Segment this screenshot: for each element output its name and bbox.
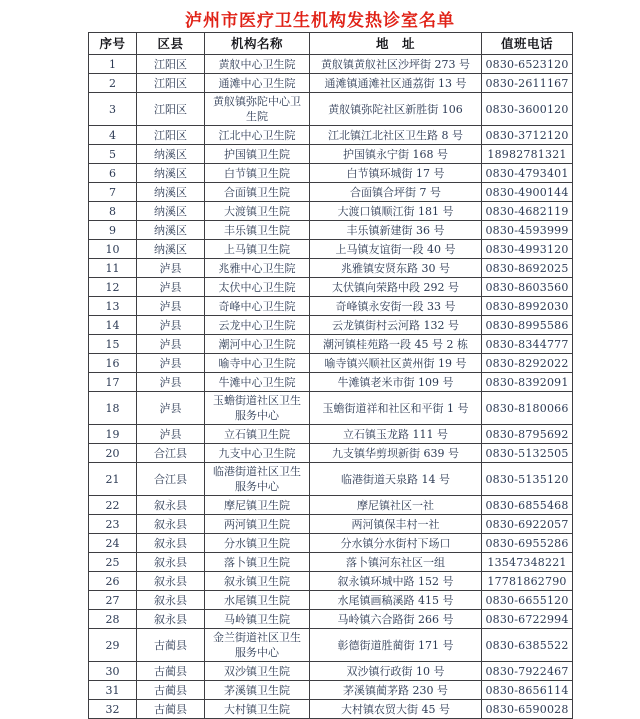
cell-name: 喻寺中心卫生院 [205,354,310,373]
table-row [89,373,573,392]
table-row [89,629,573,662]
cell-phone: 0830-8392091 [482,373,573,392]
cell-county: 泸县 [137,316,205,335]
cell-name: 丰乐镇卫生院 [205,221,310,240]
cell-phone: 0830-8692025 [482,259,573,278]
cell-phone: 0830-8656114 [482,681,573,700]
cell-phone: 0830-7922467 [482,662,573,681]
table-row [89,202,573,221]
cell-address: 牛滩镇老米市街 109 号 [310,373,482,392]
cell-seq: 2 [89,74,137,93]
cell-seq: 18 [89,392,137,425]
cell-phone: 0830-8292022 [482,354,573,373]
cell-phone: 17781862790 [482,572,573,591]
cell-phone: 0830-6523120 [482,55,573,74]
cell-address: 太伏镇向荣路中段 292 号 [310,278,482,297]
col-header-phone: 值班电话 [482,33,573,55]
cell-name: 云龙中心卫生院 [205,316,310,335]
cell-name: 两河镇卫生院 [205,515,310,534]
cell-name: 马岭镇卫生院 [205,610,310,629]
cell-seq: 17 [89,373,137,392]
cell-seq: 23 [89,515,137,534]
cell-phone: 0830-8795692 [482,425,573,444]
table-row [89,591,573,610]
cell-seq: 15 [89,335,137,354]
cell-address: 黄舣镇弥陀社区新胜街 106 [310,93,482,126]
cell-name: 落卜镇卫生院 [205,553,310,572]
table-row [89,335,573,354]
cell-county: 纳溪区 [137,183,205,202]
cell-address: 黄舣镇黄舣社区沙坪街 273 号 [310,55,482,74]
cell-seq: 7 [89,183,137,202]
cell-county: 江阳区 [137,126,205,145]
table-row [89,259,573,278]
cell-address: 护国镇永宁街 168 号 [310,145,482,164]
cell-address: 大渡口镇顺江街 181 号 [310,202,482,221]
table-row [89,183,573,202]
cell-address: 落卜镇河东社区一组 [310,553,482,572]
cell-county: 泸县 [137,373,205,392]
cell-seq: 3 [89,93,137,126]
cell-county: 纳溪区 [137,164,205,183]
cell-county: 泸县 [137,278,205,297]
col-header-county: 区县 [137,33,205,55]
cell-county: 叙永县 [137,496,205,515]
cell-name: 大渡镇卫生院 [205,202,310,221]
cell-address: 立石镇玉龙路 111 号 [310,425,482,444]
cell-phone: 0830-8603560 [482,278,573,297]
cell-seq: 4 [89,126,137,145]
cell-name: 奇峰中心卫生院 [205,297,310,316]
cell-county: 江阳区 [137,93,205,126]
cell-county: 古蔺县 [137,681,205,700]
col-header-address: 地 址 [310,33,482,55]
cell-name: 大村镇卫生院 [205,700,310,719]
cell-name: 玉蟾街道社区卫生服务中心 [205,392,310,425]
table-row [89,354,573,373]
cell-seq: 27 [89,591,137,610]
cell-address: 上马镇友谊街一段 40 号 [310,240,482,259]
cell-phone: 0830-8992030 [482,297,573,316]
table-row [89,496,573,515]
cell-name: 双沙镇卫生院 [205,662,310,681]
cell-phone: 18982781321 [482,145,573,164]
cell-county: 合江县 [137,463,205,496]
cell-phone: 0830-8180066 [482,392,573,425]
table-row [89,297,573,316]
cell-seq: 25 [89,553,137,572]
table-header-row [89,33,573,55]
cell-name: 摩尼镇卫生院 [205,496,310,515]
cell-seq: 26 [89,572,137,591]
col-header-seq: 序号 [89,33,137,55]
cell-county: 纳溪区 [137,221,205,240]
cell-county: 泸县 [137,259,205,278]
table-row [89,662,573,681]
table-row [89,515,573,534]
cell-county: 泸县 [137,425,205,444]
cell-name: 分水镇卫生院 [205,534,310,553]
table-row [89,681,573,700]
cell-seq: 11 [89,259,137,278]
cell-name: 立石镇卫生院 [205,425,310,444]
cell-phone: 0830-4993120 [482,240,573,259]
cell-name: 临港街道社区卫生服务中心 [205,463,310,496]
cell-address: 兆雅镇安贤东路 30 号 [310,259,482,278]
cell-county: 泸县 [137,392,205,425]
cell-address: 潮河镇桂苑路一段 45 号 2 栋 [310,335,482,354]
table-row [89,444,573,463]
cell-address: 奇峰镇永安街一段 33 号 [310,297,482,316]
cell-address: 水尾镇画稿溪路 415 号 [310,591,482,610]
cell-name: 金兰街道社区卫生服务中心 [205,629,310,662]
cell-county: 泸县 [137,354,205,373]
cell-phone: 0830-5132505 [482,444,573,463]
cell-seq: 12 [89,278,137,297]
cell-address: 摩尼镇社区一社 [310,496,482,515]
cell-county: 泸县 [137,335,205,354]
cell-seq: 16 [89,354,137,373]
cell-county: 合江县 [137,444,205,463]
cell-name: 上马镇卫生院 [205,240,310,259]
cell-address: 两河镇保丰村一社 [310,515,482,534]
cell-seq: 30 [89,662,137,681]
cell-seq: 6 [89,164,137,183]
table-row [89,164,573,183]
cell-seq: 9 [89,221,137,240]
cell-name: 兆雅中心卫生院 [205,259,310,278]
cell-address: 双沙镇行政街 10 号 [310,662,482,681]
cell-phone: 0830-2611167 [482,74,573,93]
table-row [89,425,573,444]
col-header-name: 机构名称 [205,33,310,55]
cell-name: 叙永镇卫生院 [205,572,310,591]
table-row [89,126,573,145]
cell-phone: 13547348221 [482,553,573,572]
cell-seq: 1 [89,55,137,74]
cell-county: 古蔺县 [137,662,205,681]
cell-name: 白节镇卫生院 [205,164,310,183]
cell-county: 泸县 [137,297,205,316]
cell-seq: 29 [89,629,137,662]
cell-phone: 0830-6955286 [482,534,573,553]
table-row [89,93,573,126]
page-title: 泸州市医疗卫生机构发热诊室名单 [185,11,455,31]
cell-seq: 13 [89,297,137,316]
cell-name: 九支中心卫生院 [205,444,310,463]
cell-phone: 0830-4793401 [482,164,573,183]
cell-phone: 0830-6385522 [482,629,573,662]
cell-phone: 0830-4593999 [482,221,573,240]
table-row [89,534,573,553]
cell-county: 叙永县 [137,591,205,610]
cell-phone: 0830-6655120 [482,591,573,610]
cell-name: 潮河中心卫生院 [205,335,310,354]
table-row [89,55,573,74]
cell-county: 纳溪区 [137,202,205,221]
table-row [89,316,573,335]
cell-address: 大村镇农贸大街 45 号 [310,700,482,719]
cell-address: 白节镇环城街 17 号 [310,164,482,183]
cell-address: 分水镇分水街村下场口 [310,534,482,553]
cell-address: 丰乐镇新建街 36 号 [310,221,482,240]
cell-address: 彰德街道胜蔺街 171 号 [310,629,482,662]
cell-phone: 0830-6855468 [482,496,573,515]
cell-county: 叙永县 [137,515,205,534]
table-row [89,392,573,425]
cell-phone: 0830-3712120 [482,126,573,145]
cell-address: 通滩镇通滩社区通荔街 13 号 [310,74,482,93]
cell-name: 黄舣中心卫生院 [205,55,310,74]
cell-county: 叙永县 [137,534,205,553]
table-row [89,145,573,164]
cell-seq: 24 [89,534,137,553]
table-row [89,221,573,240]
cell-county: 古蔺县 [137,700,205,719]
cell-county: 纳溪区 [137,240,205,259]
cell-seq: 22 [89,496,137,515]
cell-name: 合面镇卫生院 [205,183,310,202]
table-row [89,572,573,591]
cell-county: 纳溪区 [137,145,205,164]
cell-phone: 0830-8995586 [482,316,573,335]
table-row [89,553,573,572]
cell-address: 云龙镇街村云河路 132 号 [310,316,482,335]
cell-seq: 21 [89,463,137,496]
cell-seq: 5 [89,145,137,164]
cell-address: 喻寺镇兴顺社区黄州街 19 号 [310,354,482,373]
cell-address: 临港街道天泉路 14 号 [310,463,482,496]
table-row [89,240,573,259]
cell-county: 古蔺县 [137,629,205,662]
cell-phone: 0830-6590028 [482,700,573,719]
cell-phone: 0830-6722994 [482,610,573,629]
cell-seq: 14 [89,316,137,335]
cell-name: 黄舣镇弥陀中心卫生院 [205,93,310,126]
cell-seq: 31 [89,681,137,700]
cell-address: 叙永镇环城中路 152 号 [310,572,482,591]
table-row [89,74,573,93]
cell-seq: 28 [89,610,137,629]
cell-seq: 32 [89,700,137,719]
cell-name: 护国镇卫生院 [205,145,310,164]
table-row [89,278,573,297]
table-row [89,610,573,629]
cell-seq: 19 [89,425,137,444]
cell-phone: 0830-3600120 [482,93,573,126]
cell-address: 九支镇华剪坝新街 639 号 [310,444,482,463]
cell-county: 叙永县 [137,610,205,629]
cell-seq: 8 [89,202,137,221]
cell-name: 牛滩中心卫生院 [205,373,310,392]
cell-address: 合面镇合坪街 7 号 [310,183,482,202]
cell-name: 水尾镇卫生院 [205,591,310,610]
cell-phone: 0830-4682119 [482,202,573,221]
cell-county: 江阳区 [137,55,205,74]
cell-name: 太伏中心卫生院 [205,278,310,297]
cell-name: 江北中心卫生院 [205,126,310,145]
cell-county: 叙永县 [137,572,205,591]
cell-address: 玉蟾街道祥和社区和平街 1 号 [310,392,482,425]
cell-name: 通滩中心卫生院 [205,74,310,93]
cell-phone: 0830-8344777 [482,335,573,354]
cell-address: 茅溪镇蔺茅路 230 号 [310,681,482,700]
cell-seq: 20 [89,444,137,463]
cell-name: 茅溪镇卫生院 [205,681,310,700]
table-row [89,700,573,719]
cell-phone: 0830-6922057 [482,515,573,534]
cell-county: 叙永县 [137,553,205,572]
cell-address: 江北镇江北社区卫生路 8 号 [310,126,482,145]
cell-seq: 10 [89,240,137,259]
cell-phone: 0830-4900144 [482,183,573,202]
table-row [89,463,573,496]
cell-address: 马岭镇六合路街 266 号 [310,610,482,629]
cell-phone: 0830-5135120 [482,463,573,496]
cell-county: 江阳区 [137,74,205,93]
fever-clinic-table [88,32,573,719]
table-body [89,55,573,719]
